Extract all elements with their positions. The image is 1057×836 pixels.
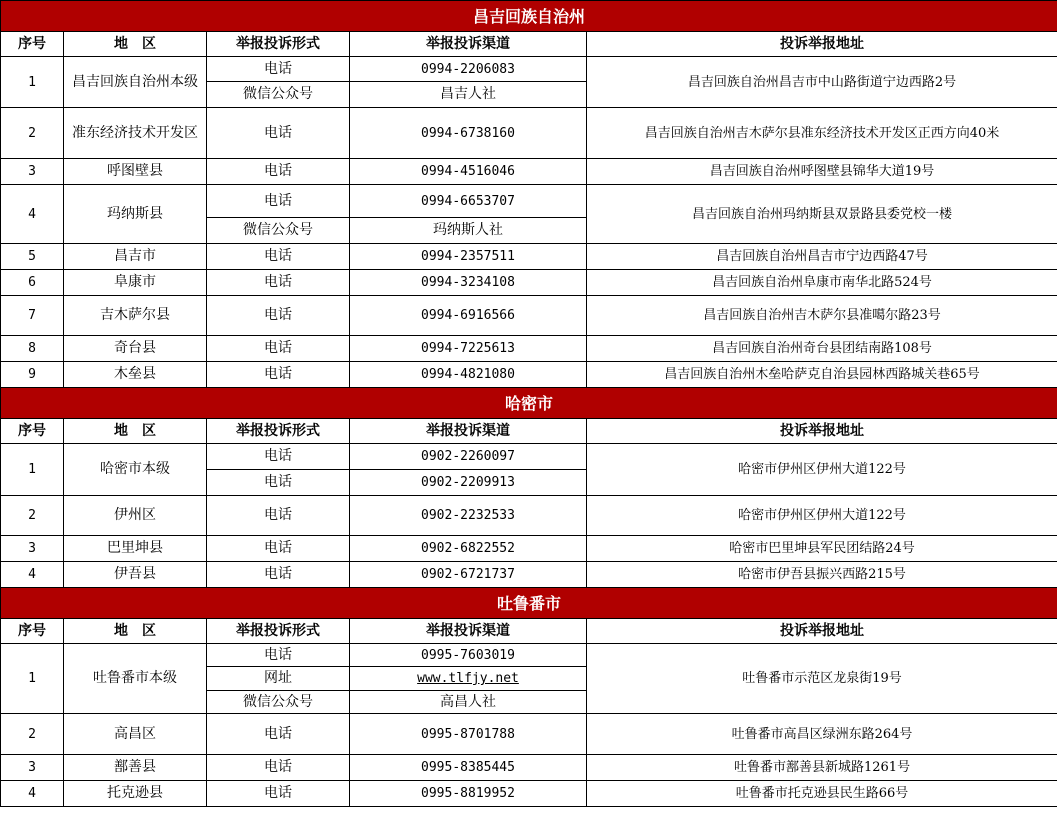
column-header-channel: 举报投诉渠道 [350,32,587,57]
section-title: 吐鲁番市 [1,588,1057,619]
row-area: 阜康市 [64,270,207,296]
table-body [1,1,1057,807]
row-form: 电话 [207,536,350,562]
row-seq: 4 [1,562,64,588]
table-row [1,562,1057,588]
row-area: 吐鲁番市本级 [64,644,207,714]
column-header-area: 地 区 [64,619,207,644]
row-channel [350,667,587,691]
row-channel: 0995-8819952 [350,781,587,807]
row-form: 电话 [207,714,350,755]
row-seq: 6 [1,270,64,296]
row-area: 玛纳斯县 [64,185,207,244]
row-form: 电话 [207,185,350,218]
row-form: 电话 [207,644,350,667]
column-header-seq: 序号 [1,32,64,57]
row-seq: 4 [1,781,64,807]
column-header-address: 投诉举报地址 [587,619,1057,644]
row-area: 奇台县 [64,336,207,362]
table-row [1,108,1057,159]
column-header-address: 投诉举报地址 [587,32,1057,57]
row-address: 哈密市伊州区伊州大道122号 [587,444,1057,496]
row-address: 昌吉回族自治州木垒哈萨克自治县园林西路城关巷65号 [587,362,1057,388]
row-form: 电话 [207,470,350,496]
row-seq: 9 [1,362,64,388]
row-form: 电话 [207,244,350,270]
row-address: 昌吉回族自治州呼图壁县锦华大道19号 [587,159,1057,185]
column-header-area: 地 区 [64,32,207,57]
table-row [1,755,1057,781]
row-address: 昌吉回族自治州昌吉市中山路街道宁边西路2号 [587,57,1057,108]
row-channel: 0994-4516046 [350,159,587,185]
row-form: 网址 [207,667,350,691]
row-area: 高昌区 [64,714,207,755]
table-row [1,270,1057,296]
row-channel: 昌吉人社 [350,82,587,108]
section-title: 哈密市 [1,388,1057,419]
table-row [1,644,1057,667]
table-row [1,57,1057,82]
column-header-row [1,32,1057,57]
row-form: 电话 [207,296,350,336]
table-row [1,185,1057,218]
table-row [1,496,1057,536]
table-row [1,244,1057,270]
row-seq: 3 [1,159,64,185]
row-seq: 3 [1,755,64,781]
table-row [1,714,1057,755]
row-channel: 高昌人社 [350,691,587,714]
column-header-row [1,419,1057,444]
row-seq: 2 [1,496,64,536]
column-header-row [1,619,1057,644]
row-form: 电话 [207,57,350,82]
row-area: 准东经济技术开发区 [64,108,207,159]
row-form: 微信公众号 [207,82,350,108]
row-area: 呼图壁县 [64,159,207,185]
section-title-row [1,588,1057,619]
column-header-form: 举报投诉形式 [207,419,350,444]
row-form: 电话 [207,108,350,159]
section-title-row [1,388,1057,419]
row-seq: 7 [1,296,64,336]
row-area: 昌吉市 [64,244,207,270]
table-row [1,781,1057,807]
row-channel: 0995-8385445 [350,755,587,781]
row-channel: 0994-2357511 [350,244,587,270]
row-address: 吐鲁番市示范区龙泉街19号 [587,644,1057,714]
row-channel: 0994-6653707 [350,185,587,218]
row-seq: 1 [1,57,64,108]
row-address: 哈密市伊吾县振兴西路215号 [587,562,1057,588]
section-title: 昌吉回族自治州 [1,1,1057,32]
row-channel: 0902-2232533 [350,496,587,536]
row-address: 吐鲁番市鄯善县新城路1261号 [587,755,1057,781]
column-header-area: 地 区 [64,419,207,444]
column-header-channel: 举报投诉渠道 [350,419,587,444]
row-channel: 0902-6822552 [350,536,587,562]
website-link[interactable]: www.tlfjy.net [417,671,519,686]
row-channel: 0902-2260097 [350,444,587,470]
row-address: 哈密市巴里坤县军民团结路24号 [587,536,1057,562]
row-channel: 0994-6916566 [350,296,587,336]
row-address: 昌吉回族自治州奇台县团结南路108号 [587,336,1057,362]
row-channel: 0995-8701788 [350,714,587,755]
row-channel: 0994-3234108 [350,270,587,296]
row-channel: 0994-2206083 [350,57,587,82]
row-seq: 3 [1,536,64,562]
row-address: 昌吉回族自治州昌吉市宁边西路47号 [587,244,1057,270]
row-channel: 0902-2209913 [350,470,587,496]
row-address: 吐鲁番市托克逊县民生路66号 [587,781,1057,807]
table-row [1,362,1057,388]
row-form: 电话 [207,159,350,185]
row-address: 昌吉回族自治州阜康市南华北路524号 [587,270,1057,296]
row-seq: 8 [1,336,64,362]
row-form: 微信公众号 [207,218,350,244]
row-form: 电话 [207,562,350,588]
row-address: 吐鲁番市高昌区绿洲东路264号 [587,714,1057,755]
table-row [1,444,1057,470]
row-channel: 0994-7225613 [350,336,587,362]
column-header-address: 投诉举报地址 [587,419,1057,444]
row-area: 巴里坤县 [64,536,207,562]
row-area: 鄯善县 [64,755,207,781]
row-seq: 4 [1,185,64,244]
row-seq: 1 [1,444,64,496]
column-header-seq: 序号 [1,419,64,444]
row-form: 微信公众号 [207,691,350,714]
section-title-row [1,1,1057,32]
row-form: 电话 [207,755,350,781]
row-form: 电话 [207,336,350,362]
column-header-channel: 举报投诉渠道 [350,619,587,644]
row-seq: 1 [1,644,64,714]
row-channel: 0995-7603019 [350,644,587,667]
row-form: 电话 [207,362,350,388]
row-channel: 玛纳斯人社 [350,218,587,244]
row-area: 托克逊县 [64,781,207,807]
row-form: 电话 [207,270,350,296]
row-area: 哈密市本级 [64,444,207,496]
row-channel: 0994-6738160 [350,108,587,159]
table-row [1,536,1057,562]
row-form: 电话 [207,781,350,807]
table-row [1,159,1057,185]
row-seq: 2 [1,108,64,159]
column-header-form: 举报投诉形式 [207,619,350,644]
row-channel: 0902-6721737 [350,562,587,588]
row-seq: 2 [1,714,64,755]
row-address: 昌吉回族自治州吉木萨尔县准东经济技术开发区正西方向40米 [587,108,1057,159]
column-header-form: 举报投诉形式 [207,32,350,57]
column-header-seq: 序号 [1,619,64,644]
row-form: 电话 [207,444,350,470]
row-address: 哈密市伊州区伊州大道122号 [587,496,1057,536]
row-area: 吉木萨尔县 [64,296,207,336]
row-seq: 5 [1,244,64,270]
table-row [1,336,1057,362]
row-area: 伊吾县 [64,562,207,588]
row-area: 木垒县 [64,362,207,388]
row-form: 电话 [207,496,350,536]
row-address: 昌吉回族自治州吉木萨尔县准噶尔路23号 [587,296,1057,336]
row-channel: 0994-4821080 [350,362,587,388]
row-area: 伊州区 [64,496,207,536]
row-address: 昌吉回族自治州玛纳斯县双景路县委党校一楼 [587,185,1057,244]
table-row [1,296,1057,336]
row-area: 昌吉回族自治州本级 [64,57,207,108]
